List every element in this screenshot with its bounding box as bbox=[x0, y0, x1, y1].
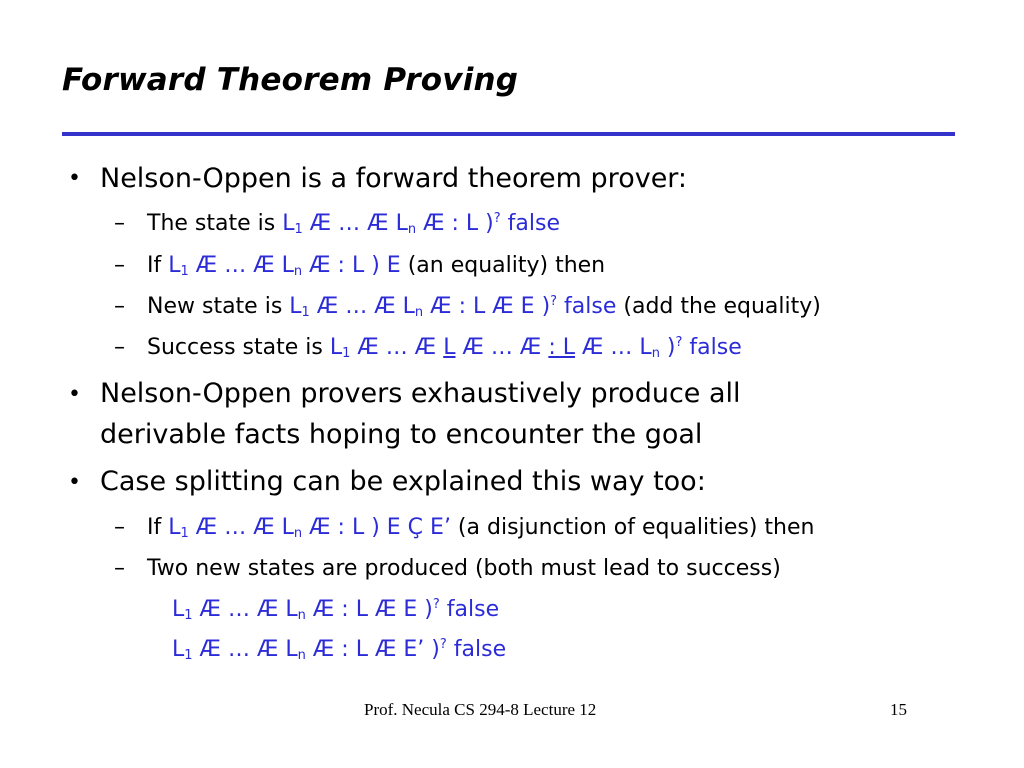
bullet-marker: • bbox=[68, 166, 81, 191]
dash-marker: – bbox=[114, 253, 125, 278]
page-number: 15 bbox=[890, 700, 907, 719]
bullet-1-text: Nelson-Oppen is a forward theorem prover: bbox=[100, 163, 688, 194]
title-divider bbox=[62, 132, 955, 136]
dash-marker: – bbox=[114, 556, 125, 581]
sub-item-if: If $L_1$ Æ … Æ $L_n$ Æ : L ) E (an equality) then bbox=[147, 253, 606, 279]
dash-marker: – bbox=[114, 515, 125, 540]
sub-item-if-disjunction: If $L_1$ Æ … Æ $L_n$ Æ : L ) E Ç E’ (a disjunction of equalities) then bbox=[147, 515, 815, 541]
dash-marker: – bbox=[114, 294, 125, 319]
slide-title: Forward Theorem Proving bbox=[62, 62, 519, 98]
case-formula-1: $L_1$ Æ … Æ $L_n$ Æ : L Æ E )? false bbox=[172, 597, 500, 623]
bullet-2-text-line-1: Nelson-Oppen provers exhaustively produce all bbox=[100, 378, 741, 409]
bullet-3-text: Case splitting can be explained this way too: bbox=[100, 466, 706, 497]
bullet-2-text-line-2: derivable facts hoping to encounter the goal bbox=[100, 419, 703, 450]
sub-item-state: The state is $L_1$ Æ … Æ $L_n$ Æ : L )? false bbox=[147, 211, 561, 237]
footer-course: Prof. Necula CS 294-8 Lecture 12 bbox=[364, 700, 597, 719]
sub-item-new-state: New state is $L_1$ Æ … Æ $L_n$ Æ : L Æ E )? false (add the equality) bbox=[147, 294, 821, 320]
sub-item-two-states: Two new states are produced (both must lead to success) bbox=[147, 556, 781, 581]
bullet-marker: • bbox=[68, 382, 81, 407]
sub-item-success-state: Success state is $L_1$ Æ … Æ L Æ … Æ : L Æ … $L_n$ )? false bbox=[147, 335, 742, 361]
dash-marker: – bbox=[114, 211, 125, 236]
bullet-marker: • bbox=[68, 470, 81, 495]
case-formula-2: $L_1$ Æ … Æ $L_n$ Æ : L Æ E’ )? false bbox=[172, 637, 507, 663]
dash-marker: – bbox=[114, 335, 125, 360]
